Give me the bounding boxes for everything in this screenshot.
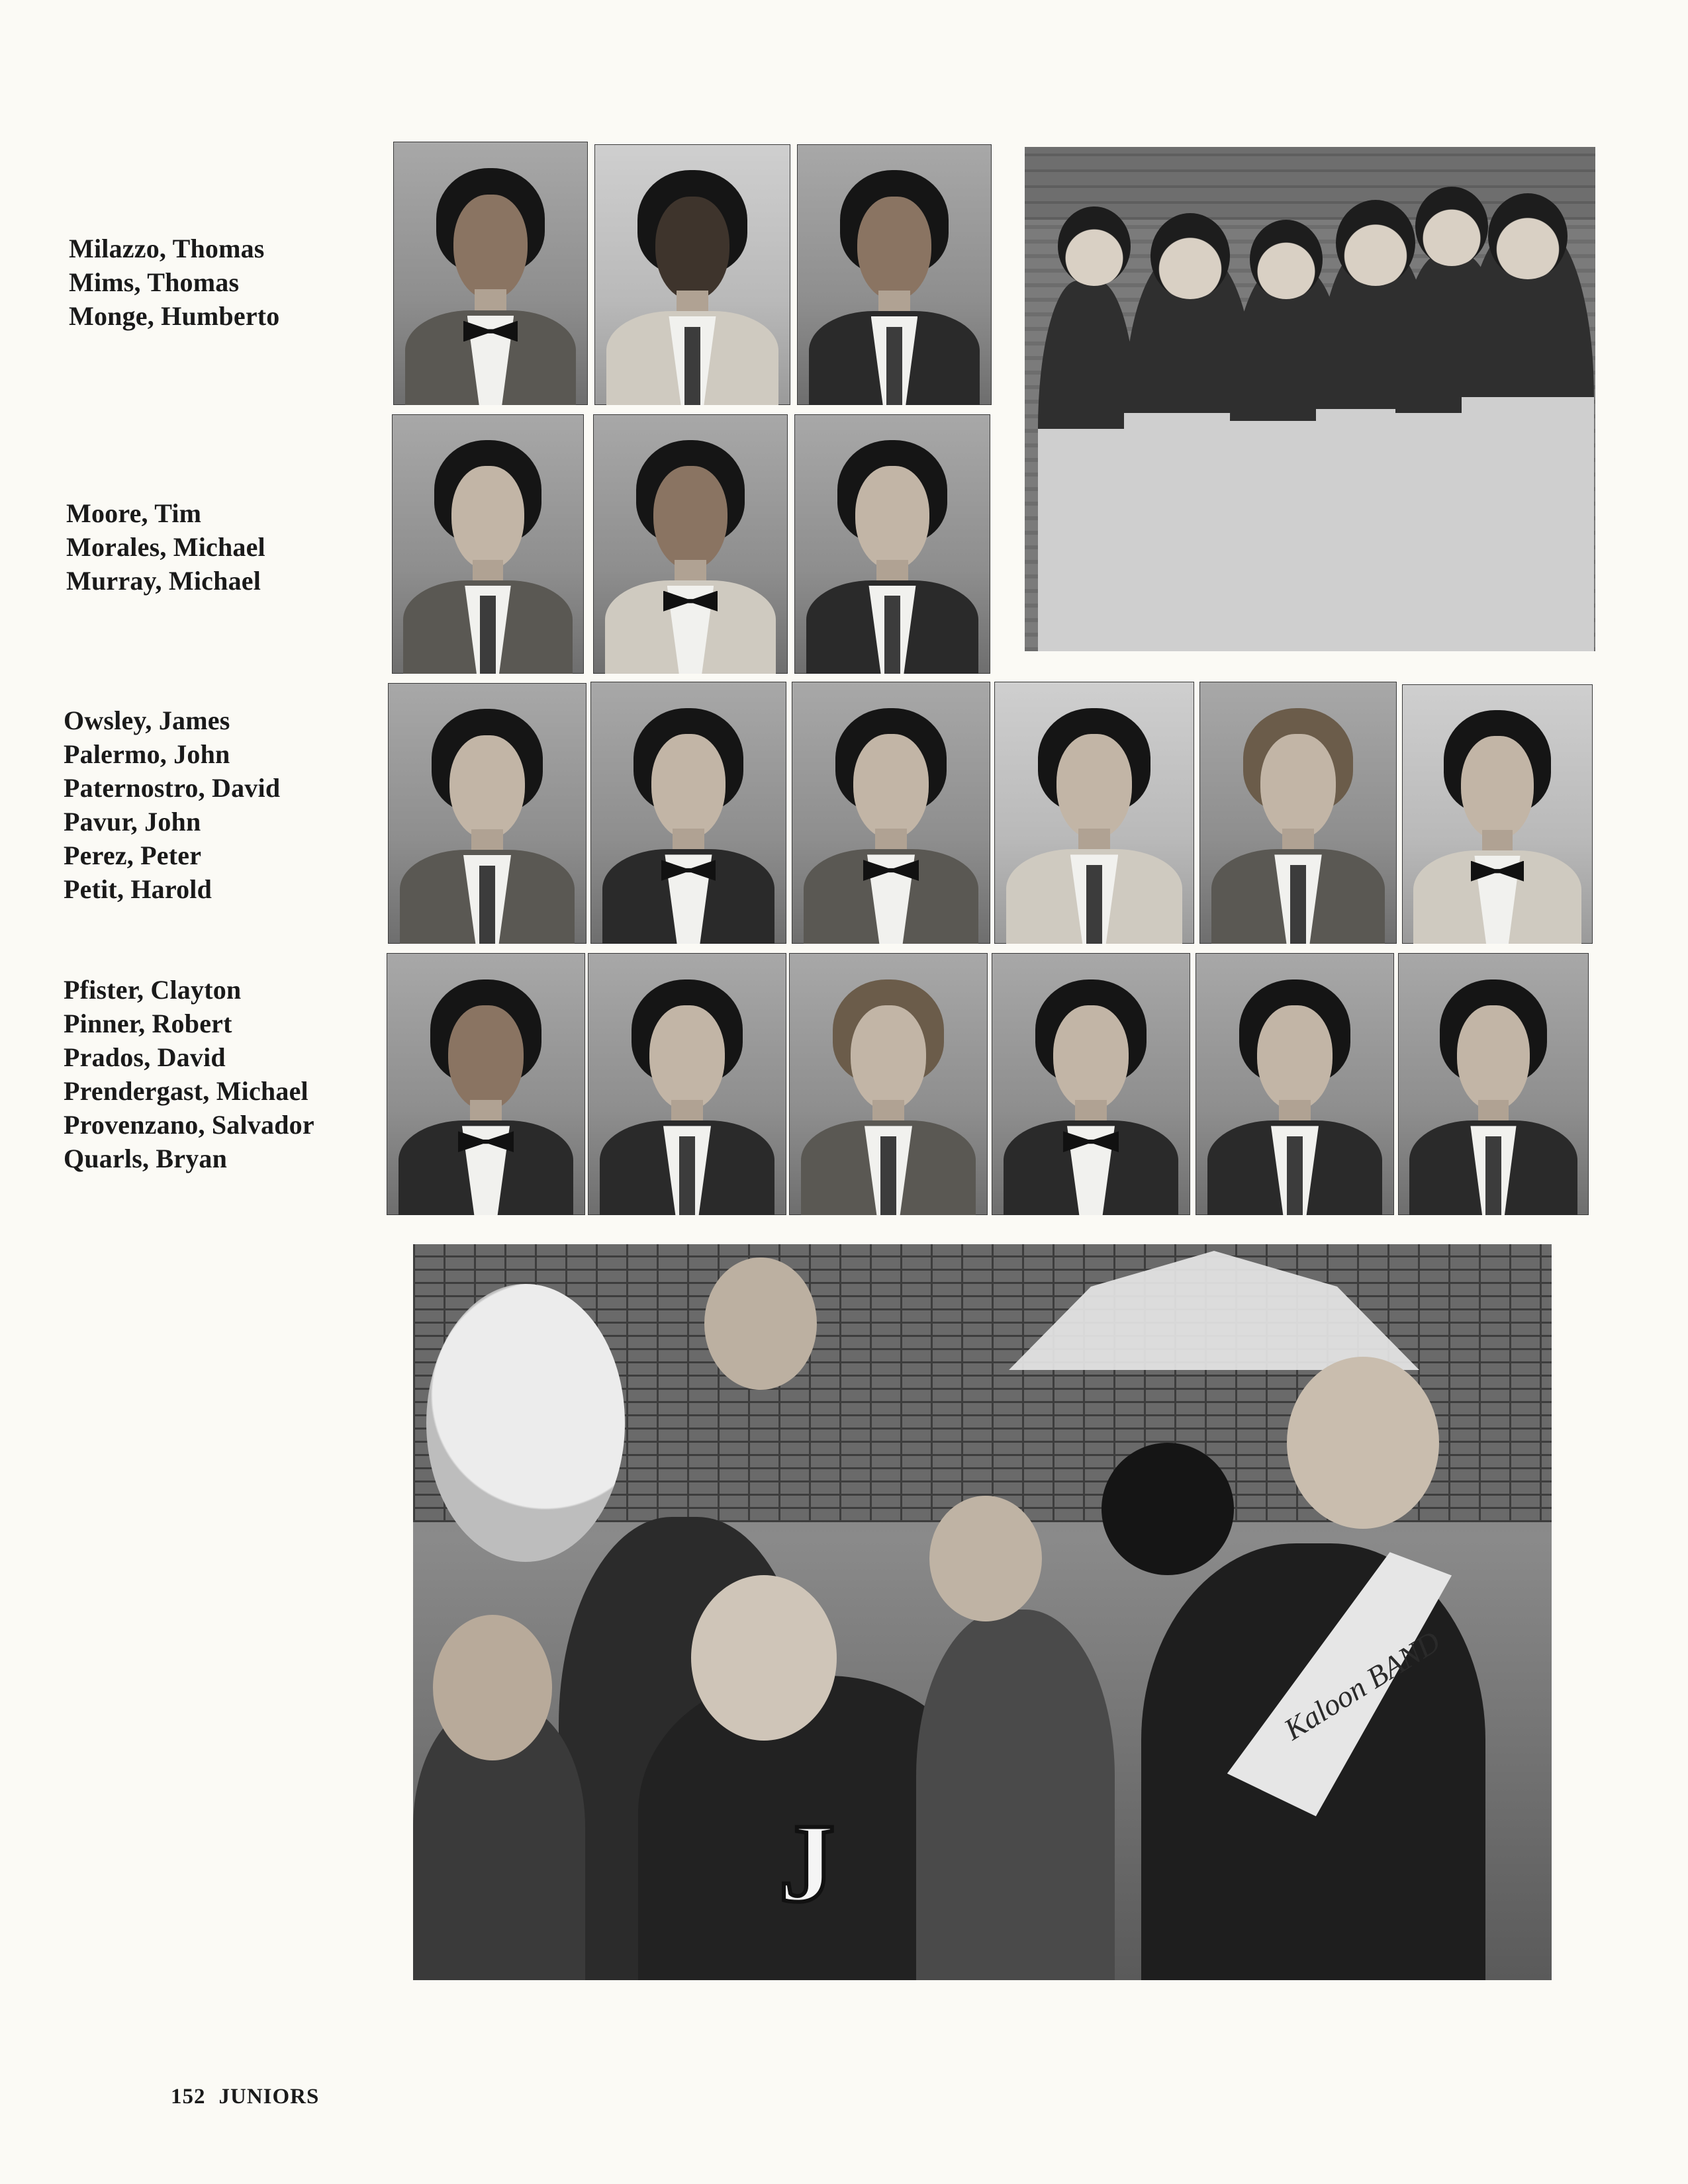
student-portrait (388, 683, 586, 944)
student-portrait (1196, 953, 1394, 1215)
student-name: Monge, Humberto (69, 301, 280, 331)
student-name: Moore, Tim (66, 498, 202, 528)
name-list-row-4 (64, 973, 314, 1175)
candid-photo-students (1025, 147, 1595, 651)
student-portrait (794, 414, 990, 674)
student-name: Milazzo, Thomas (69, 234, 265, 263)
candid-photo-band (413, 1244, 1552, 1980)
student-portrait (594, 144, 790, 405)
student-portrait (992, 953, 1190, 1215)
student-name: Pavur, John (64, 807, 201, 837)
student-name: Prendergast, Michael (64, 1076, 308, 1106)
student-name: Quarls, Bryan (64, 1144, 228, 1173)
letter-j: J (778, 1801, 835, 1925)
student-name: Provenzano, Salvador (64, 1110, 314, 1140)
student-portrait (1199, 682, 1397, 944)
name-list-row-2 (66, 496, 265, 598)
student-name: Prados, David (64, 1042, 226, 1072)
student-portrait (588, 953, 786, 1215)
section-title: JUNIORS (218, 2085, 320, 2109)
name-list-row-1 (69, 232, 280, 333)
student-name: Mims, Thomas (69, 267, 240, 297)
student-name: Palermo, John (64, 739, 230, 769)
student-name: Morales, Michael (66, 532, 265, 562)
student-name: Pinner, Robert (64, 1009, 232, 1038)
student-name: Perez, Peter (64, 841, 202, 870)
name-list-row-3 (64, 704, 280, 906)
student-portrait (393, 142, 588, 405)
banner-text: Kaloon BAND (1278, 1624, 1446, 1747)
student-name: Owsley, James (64, 705, 230, 735)
student-portrait (797, 144, 992, 405)
student-name: Paternostro, David (64, 773, 281, 803)
student-portrait (387, 953, 585, 1215)
student-name: Murray, Michael (66, 566, 261, 596)
student-portrait (392, 414, 584, 674)
student-portrait (789, 953, 988, 1215)
student-portrait (1402, 684, 1593, 944)
student-portrait (792, 682, 990, 944)
student-portrait (1398, 953, 1589, 1215)
page-number: 152 (171, 2085, 206, 2109)
student-portrait (593, 414, 788, 674)
page-footer (171, 2085, 319, 2109)
student-portrait (590, 682, 786, 944)
student-portrait (994, 682, 1194, 944)
student-name: Pfister, Clayton (64, 975, 242, 1005)
student-name: Petit, Harold (64, 874, 212, 904)
